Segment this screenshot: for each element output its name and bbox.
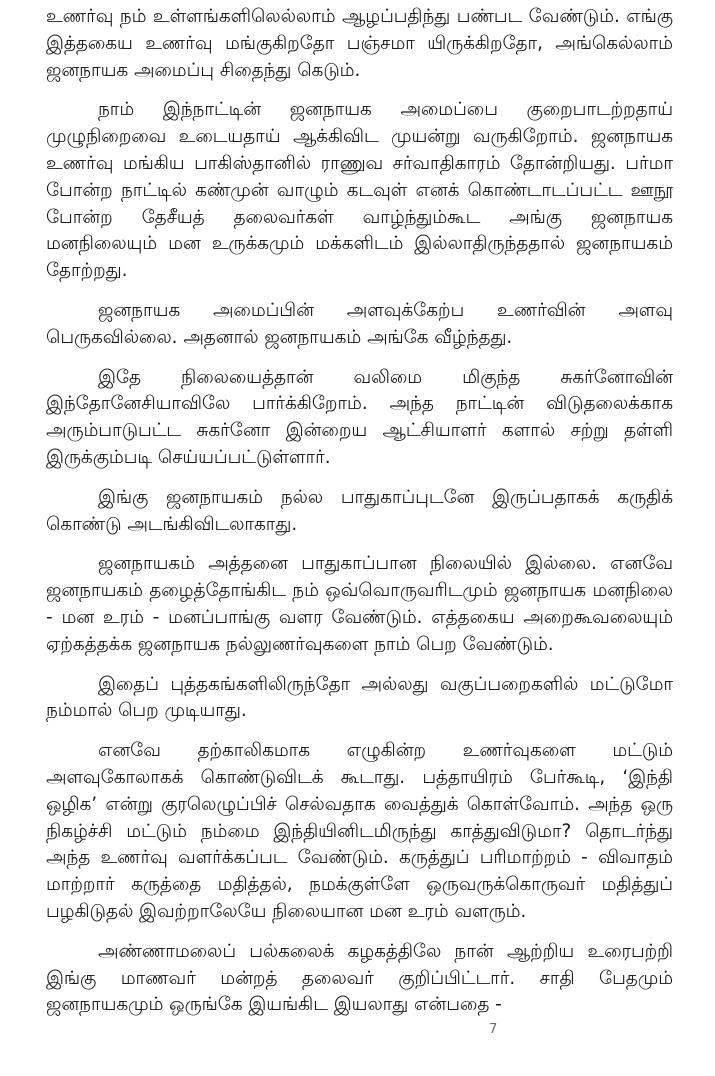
paragraph-1: உணர்வு நம் உள்ளங்களிலெல்லாம் ஆழப்பதிந்து பண்பட வேண்டும். எங்கு இத்தகைய உணர்வு மங்குகிறதோ பஞ்சமா யிருக்கிறதோ, அங்கெல்லாம் ஜனநாயக அமைப்பு சிதைந்து கெடும். (46, 6, 673, 81)
paragraph-2: நாம் இந்நாட்டின் ஜனநாயக அமைப்பை குறைபாடற்றதாய் முழுநிறைவை உடையதாய் ஆக்கிவிட முயன்று வருகிறோம். ஜனநாயக உணர்வு மங்கிய பாகிஸ்தானில் ராணுவ சர்வாதிகாரம் தோன்றியது. பர்மா போன்ற நாட்டில் கண்முன் வாழும் கடவுள் எனக் கொண்டாடப்பட்ட ஊநூ போன்ற தேசீயத் தலைவர்கள் வாழ்ந்தும்கூட அங்கு ஜனநாயக மனநிலையும் மன உருக்கமும் மக்களிடம் இல்லாதிருந்ததால் ஜனநாயகம் தோற்றது. (46, 99, 673, 282)
paragraph-6: ஜனநாயகம் அத்தனை பாதுகாப்பான நிலையில் இல்லை. எனவே ஜனநாயகம் தழைத்தோங்கிட நம் ஒவ்வொருவரிடமும் ஜனநாயக மனநிலை - மன உரம் - மனப்பாங்கு வளர வேண்டும். எத்தகைய அறைகூவலையும் ஏற்கத்தக்க ஜனநாயக நல்லுணர்வுகளை நாம் பெற வேண்டும். (46, 553, 673, 655)
page-number: 7 (489, 1022, 498, 1037)
paragraph-7: இதைப் புத்தகங்களிலிருந்தோ அல்லது வகுப்பறைகளில் மட்டுமோ நம்மால் பெற முடியாது. (46, 673, 673, 722)
paragraph-8: எனவே தற்காலிகமாக எழுகின்ற உணர்வுகளை மட்டும் அளவுகோலாகக் கொண்டுவிடக் கூடாது. பத்தாயிரம் பேர்கூடி, ‘இந்தி ஒழிக’ என்று குரலெழுப்பிச் செல்வதாக வைத்துக் கொள்வோம். அந்த ஒரு நிகழ்ச்சி மட்டும் நம்மை இந்தியினிடமிருந்து காத்துவிடுமா? தொடர்ந்து அந்த உணர்வு வளர்க்கப்பட வேண்டும். கருத்துப் பரிமாற்றம் - விவாதம் மாற்றார் கருத்தை மதித்தல், நமக்குள்ளே ஒருவருக்கொருவர் மதித்துப் பழகிடுதல் இவற்றாலேயே நிலையான மன உரம் வளரும். (46, 740, 673, 922)
paragraph-4: இதே நிலையைத்தான் வலிமை மிகுந்த சுகர்னோவின் இந்தோனேசியாவிலே பார்க்கிறோம். அந்த நாட்டின் விடுதலைக்காக அரும்பாடுபட்ட சுகர்னோ இன்றைய ஆட்சியாளர் களால் சற்று தள்ளி இருக்கும்படி செய்யப்பட்டுள்ளார். (46, 366, 673, 468)
paragraph-5: இங்கு ஜனநாயகம் நல்ல பாதுகாப்புடனே இருப்பதாகக் கருதிக் கொண்டு அடங்கிவிடலாகாது. (46, 486, 673, 535)
paragraph-3: ஜனநாயக அமைப்பின் அளவுக்கேற்ப உணர்வின் அளவு பெருகவில்லை. அதனால் ஜனநாயகம் அங்கே வீழ்ந்தது. (46, 299, 673, 348)
paragraph-9: அண்ணாமலைப் பல்கலைக் கழகத்திலே நான் ஆற்றிய உரைபற்றி இங்கு மாணவர் மன்றத் தலைவர் குறிப்பிட்டார். சாதி பேதமும் ஜனநாயகமும் ஒருங்கே இயங்கிட இயலாது என்பதை - (46, 940, 673, 1016)
